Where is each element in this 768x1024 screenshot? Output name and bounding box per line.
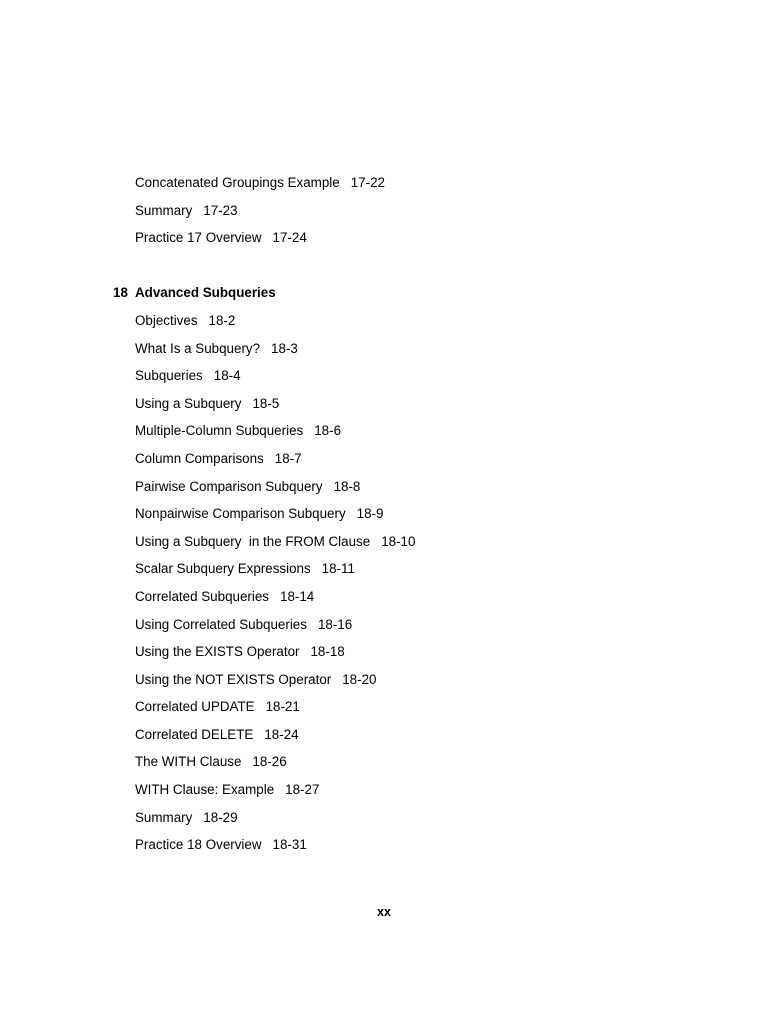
toc-entry-title: Summary [135, 202, 193, 218]
toc-entry [113, 229, 673, 257]
toc-entry-title: Multiple-Column Subqueries [135, 423, 304, 439]
toc-entry-title: Correlated Subqueries [135, 588, 269, 604]
toc-entry-page: 18-5 [252, 395, 280, 411]
toc-entry [113, 340, 673, 368]
toc-entry [113, 836, 673, 864]
toc-entry [113, 671, 673, 699]
chapter-number: 18 [113, 285, 128, 301]
toc-entry-page: 18-3 [271, 340, 298, 356]
toc-entry-page: 18-2 [208, 312, 236, 328]
chapter-title: Advanced Subqueries [135, 285, 276, 301]
chapter-heading [113, 284, 673, 312]
toc-entry [113, 395, 673, 423]
toc-entry-title: Using the EXISTS Operator [135, 644, 300, 660]
toc-entry [113, 367, 673, 395]
toc-entry-title: Practice 18 Overview [135, 837, 262, 853]
page-number-footer: xx [377, 905, 391, 919]
toc-entry-title: Using a Subquery in the FROM Clause [135, 533, 371, 549]
toc-entry-page: 18-16 [317, 616, 353, 632]
toc-entry-page: 18-20 [342, 671, 377, 687]
toc-entry [113, 533, 673, 561]
toc-entry-title: Using the NOT EXISTS Operator [135, 671, 332, 687]
toc-entry [113, 726, 673, 754]
toc-entry [113, 505, 673, 533]
toc-entry [113, 809, 673, 837]
toc-entry-page: 18-24 [264, 726, 299, 742]
toc-entry-page: 18-21 [265, 699, 300, 715]
toc-entry [113, 202, 673, 230]
toc-entry-title: Column Comparisons [135, 450, 264, 466]
toc-entry [113, 450, 673, 478]
section-spacer [113, 257, 673, 285]
toc-entry-title: Using a Subquery [135, 395, 242, 411]
toc-entry [113, 312, 673, 340]
toc-entry [113, 643, 673, 671]
toc-entry-title: Using Correlated Subqueries [135, 616, 307, 632]
toc-entry-title: Practice 17 Overview [135, 230, 262, 246]
toc-entry-page: 18-31 [272, 837, 307, 853]
toc-entry-title: Correlated DELETE [135, 726, 254, 742]
toc-entry-title: What Is a Subquery? [135, 340, 261, 356]
toc-entry [113, 478, 673, 506]
toc-entry [113, 422, 673, 450]
toc-entry-page: 18-9 [356, 506, 384, 522]
toc-entry-page: 18-14 [280, 588, 315, 604]
toc-entry-page: 18-11 [321, 561, 355, 577]
toc-entry [113, 753, 673, 781]
toc-entry-title: Correlated UPDATE [135, 699, 255, 715]
toc-entry-title: WITH Clause: Example [135, 782, 275, 798]
toc-entry-page: 17-24 [272, 230, 307, 246]
toc-entry-page: 18-4 [213, 368, 241, 384]
toc-entry-title: Nonpairwise Comparison Subquery [135, 506, 346, 522]
toc-entry-title: Objectives [135, 312, 198, 328]
table-of-contents [113, 174, 673, 864]
toc-entry-page: 18-18 [310, 644, 345, 660]
toc-entry-page: 17-23 [203, 202, 238, 218]
toc-entry-title: The WITH Clause [135, 754, 242, 770]
toc-entry-title: Scalar Subquery Expressions [135, 561, 311, 577]
toc-entry-title: Summary [135, 809, 193, 825]
toc-entry [113, 698, 673, 726]
toc-entry-page: 18-29 [203, 809, 238, 825]
toc-entry [113, 174, 673, 202]
toc-entry-title: Subqueries [135, 368, 203, 384]
toc-entry-title: Concatenated Groupings Example [135, 175, 340, 190]
toc-entry-page: 17-22 [350, 175, 385, 190]
toc-entry [113, 560, 673, 588]
toc-entry-page: 18-6 [314, 423, 342, 439]
toc-entry-title: Pairwise Comparison Subquery [135, 478, 323, 494]
toc-entry-page: 18-8 [333, 478, 361, 494]
toc-entry-page: 18-26 [252, 754, 287, 770]
toc-entry [113, 616, 673, 644]
toc-entry [113, 588, 673, 616]
toc-entry-page: 18-27 [285, 782, 320, 798]
toc-entry-page: 18-10 [381, 533, 416, 549]
toc-entry-page: 18-7 [274, 450, 302, 466]
toc-entry [113, 781, 673, 809]
